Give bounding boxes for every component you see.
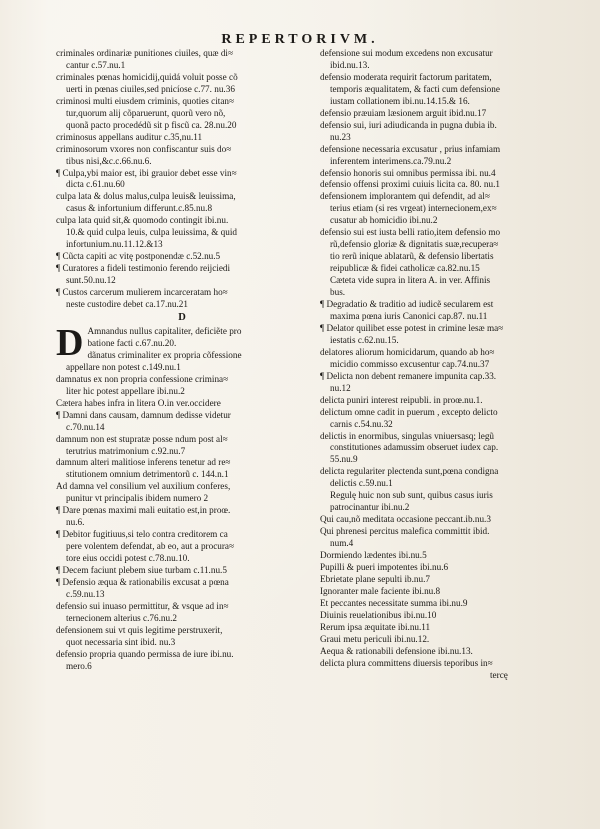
index-line: defensio moderata requirit factorum paritatem, <box>320 71 492 82</box>
index-line: reipublicæ & fidei catholicæ ca.82.nu.15 <box>330 263 480 274</box>
index-line: punitur vt principalis ibidem numero 2 <box>66 493 209 504</box>
index-line: inferentem interimens.ca.79.nu.2 <box>330 155 452 166</box>
index-line: 10.& quid culpa leuis, culpa leuissima, & quid <box>66 227 237 238</box>
left-column <box>56 48 308 818</box>
index-line: patrocinantur ibi.nu.2 <box>330 502 410 513</box>
index-line: delictum omne cadit in puerum , excepto delicto <box>320 406 498 417</box>
index-line: iustam collationem ibi.nu.14.15.& 16. <box>330 95 470 106</box>
index-line: Ignoranter male faciente ibi.nu.8 <box>320 585 441 596</box>
index-line: c.59.nu.13 <box>66 588 105 599</box>
index-line: Rerum ipsa æquitate ibi.nu.11 <box>320 621 431 632</box>
index-line: defensio offensi proximi cuiuis licita ca. 80. nu.1 <box>320 179 500 190</box>
index-line: criminales ordinariæ punitiones ciuiles, quæ di≈ <box>56 48 234 58</box>
index-line: defensio sui est iusta belli ratio,item defensio mo <box>320 227 501 238</box>
index-line: defensio sui, iuri adiudicanda in pugna dubia ib. <box>320 119 497 130</box>
index-line: uerti in pœnas ciuiles,sed pnicíose c.77. nu.36 <box>66 83 235 94</box>
index-line: delicta regulariter plectenda sunt,pœna condigna <box>320 466 499 477</box>
index-line: appellare non potest c.149.nu.1 <box>66 361 181 372</box>
index-line: nu.6. <box>66 517 85 528</box>
index-line: 55.nu.9 <box>330 454 358 465</box>
index-line: delicta plura committens diuersis teporibus in≈ <box>320 657 493 668</box>
index-line: Diuinis reuelationibus ibi.nu.10 <box>320 609 437 620</box>
index-line: ¶ Culpa,ybi maior est, ibi grauior debet esse vin≈ <box>56 167 237 178</box>
drop-cap: D <box>56 321 84 364</box>
index-line: cusatur ab homicidio ibi.nu.2 <box>330 215 438 226</box>
index-line: sunt.50.nu.12 <box>66 275 116 286</box>
index-line: liter hic potest appellare ibi.nu.2 <box>66 385 185 396</box>
index-line: tibus nisi,&c.c.66.nu.6. <box>66 155 152 166</box>
index-line: culpa lata & dolus malus,culpa leuis& leuissima, <box>56 191 236 202</box>
index-line: dicta c.61.nu.60 <box>66 179 125 190</box>
index-line: criminales pœnas homicidij,quidá voluit posse cõ <box>56 71 238 82</box>
index-line: cantur c.57.nu.1 <box>66 59 126 70</box>
index-line: carnis c.54.nu.32 <box>330 418 393 429</box>
index-line: constitutiones adamussim obseruet iudex cap. <box>330 442 499 453</box>
index-line: culpa lata quid sit,& quomodo contingit ibi.nu. <box>56 215 229 226</box>
index-line: ¶ Custos carcerum mulierem incarceratam ho≈ <box>56 287 228 298</box>
index-line: Qui cau,nõ meditata occasione peccant.ib.nu.3 <box>320 514 491 525</box>
index-line: mero.6 <box>66 660 92 671</box>
index-line: ¶ Decem faciunt plebem siue turbam c.11.nu.5 <box>56 565 227 576</box>
index-line: defensionem sui vt quis legitime perstruxerit, <box>56 624 223 635</box>
index-line: delictis c.59.nu.1 <box>330 478 393 489</box>
index-line: quot necessaria sint ibid. nu.3 <box>66 636 176 647</box>
index-line: Et peccantes necessitate summa ibi.nu.9 <box>320 597 468 608</box>
index-line: ternecionem alterius c.76.nu.2 <box>66 612 177 623</box>
index-line: delictis in enormibus, singulas vniuersasq; legũ <box>320 430 495 441</box>
index-line: c.70.nu.14 <box>66 421 105 432</box>
index-columns <box>56 48 570 818</box>
index-line: criminosorum vxores non confiscantur suis do≈ <box>56 143 232 154</box>
index-line: quonã pacto procedédũ sit p fiscũ ca. 28.nu.20 <box>66 119 237 130</box>
index-line: ¶ Curatores a fideli testimonio ferendo reijciedi <box>56 263 231 274</box>
index-line: Ad damna vel consilium vel auxilium conferes, <box>56 481 231 492</box>
index-line: Regulę huic non sub sunt, quibus casus iuris <box>330 490 493 501</box>
index-line: ¶ Debitor fugitiuus,si telo contra creditorem ca <box>56 529 228 540</box>
index-line: Cæteta vide supra in litera A. in ver. Affinis <box>330 275 491 286</box>
index-line: Amnandus nullus capitaliter, deficiẽte pro <box>87 325 242 336</box>
letter-section-heading: D <box>178 311 186 323</box>
index-line: Cætera habes infra in litera O.in ver.occidere <box>56 397 221 408</box>
index-line: damnatus ex non propria confessione crimina≈ <box>56 373 229 384</box>
index-line: defensione necessaria excusatur , prius infamiam <box>320 143 501 154</box>
index-line: micidio commisso excusentur cap.74.nu.37 <box>330 358 490 369</box>
index-line: Aequa & rationabili defensione ibi.nu.13. <box>320 645 473 656</box>
index-line: rũ,defensio gloriæ & dignitatis suæ,recupera≈ <box>330 239 499 250</box>
index-line: defensio honoris sui omnibus permissa ibi. nu.4 <box>320 167 496 178</box>
catchword: tercę <box>490 669 508 680</box>
index-line: criminosi multi eiusdem criminis, quoties citan≈ <box>56 95 235 106</box>
index-line: ¶ Delator quilibet esse potest in crimine lesæ ma≈ <box>320 322 504 333</box>
index-line: bus. <box>330 287 346 298</box>
dropcap-entry <box>56 321 308 364</box>
index-line: ¶ Defensio æqua & rationabilis excusat a pœna <box>56 576 229 587</box>
index-line: ibid.nu.13. <box>330 59 370 70</box>
index-line: criminosus appellans auditur c.35,nu.11 <box>56 131 203 142</box>
index-line: damnum alteri malitiose inferens tenetur ad re≈ <box>56 457 231 468</box>
index-line: temporis æqualitatem, & facti cum defensione <box>330 83 500 94</box>
index-line: batione facti c.67.nu.20. <box>87 337 177 348</box>
index-line: Dormiendo lædentes ibi.nu.5 <box>320 550 427 561</box>
index-line: nu.23 <box>330 131 351 142</box>
index-line: iestatis c.62.nu.15. <box>330 334 399 345</box>
index-line: stitutionem omnium detrimentorũ c. 144.n.1 <box>66 469 229 480</box>
index-line: tio rerũ inique ablatarũ, & defensio libertatis <box>330 251 494 262</box>
index-line: num.4 <box>330 538 354 549</box>
index-line: defensionem implorantem qui defendit, ad al≈ <box>320 191 490 202</box>
index-line: tur,quorum alij cõparuerunt, quorũ vero nõ, <box>66 107 226 118</box>
index-line: defensio propria quando permissa de iure ibi.nu. <box>56 648 234 659</box>
index-line: casus & infortunium differunt.c.85.nu.8 <box>66 203 213 214</box>
index-line: neste custodire debet ca.17.nu.21 <box>66 299 188 310</box>
index-line: dãnatus criminaliter ex propria cõfessione <box>87 349 242 360</box>
index-line: terutrius matrimonium c.92.nu.7 <box>66 445 186 456</box>
index-line: defensio sui inuaso permittitur, & vsque ad in≈ <box>56 600 229 611</box>
index-line: ¶ Cũcta capiti ac vitę postponendæ c.52.nu.5 <box>56 251 221 262</box>
index-line: delatores aliorum homicidarum, quando ab ho≈ <box>320 346 495 357</box>
index-line: Qui phrenesi percitus malefica committit ibid. <box>320 526 490 537</box>
index-line: ¶ Dare pœnas maximi mali euitatio est,in proœ. <box>56 505 231 516</box>
index-line: Ebrietate plane sepulti ib.nu.7 <box>320 573 430 584</box>
index-line: Pupilli & pueri impotentes ibi.nu.6 <box>320 561 449 572</box>
index-line: Graui metu periculi ibi.nu.12. <box>320 633 430 644</box>
index-line: defensione sui modum excedens non excusatur <box>320 48 493 58</box>
index-line: terius etiam (si res vrgeat) internecionem,ex≈ <box>330 203 497 214</box>
running-header: REPERTORIVM. <box>221 32 379 47</box>
index-line: maxima pœna iuris Canonici cap.87. nu.11 <box>330 310 488 321</box>
index-line: infortunium.nu.11.12.&13 <box>66 239 163 250</box>
index-line: damnum non est stupratæ posse ndum post al≈ <box>56 433 228 444</box>
index-line: delicta puniri interest reipubli. in proœ.nu.1. <box>320 394 483 405</box>
index-line: tore eius occidi potest c.78.nu.10. <box>66 553 190 564</box>
index-line: defensio præuiam læsionem arguit ibid.nu.17 <box>320 107 487 118</box>
index-line: ¶ Delicta non debent remanere impunita cap.33. <box>320 370 497 381</box>
index-line: nu.12 <box>330 382 351 393</box>
index-line: ¶ Damni dans causam, damnum dedisse videtur <box>56 409 231 420</box>
index-line: pere volentem defendat, ab eo, aut a procura≈ <box>66 541 235 552</box>
index-line: ¶ Degradatio & traditio ad iudicẽ secularem est <box>320 299 494 310</box>
right-column <box>320 48 570 818</box>
